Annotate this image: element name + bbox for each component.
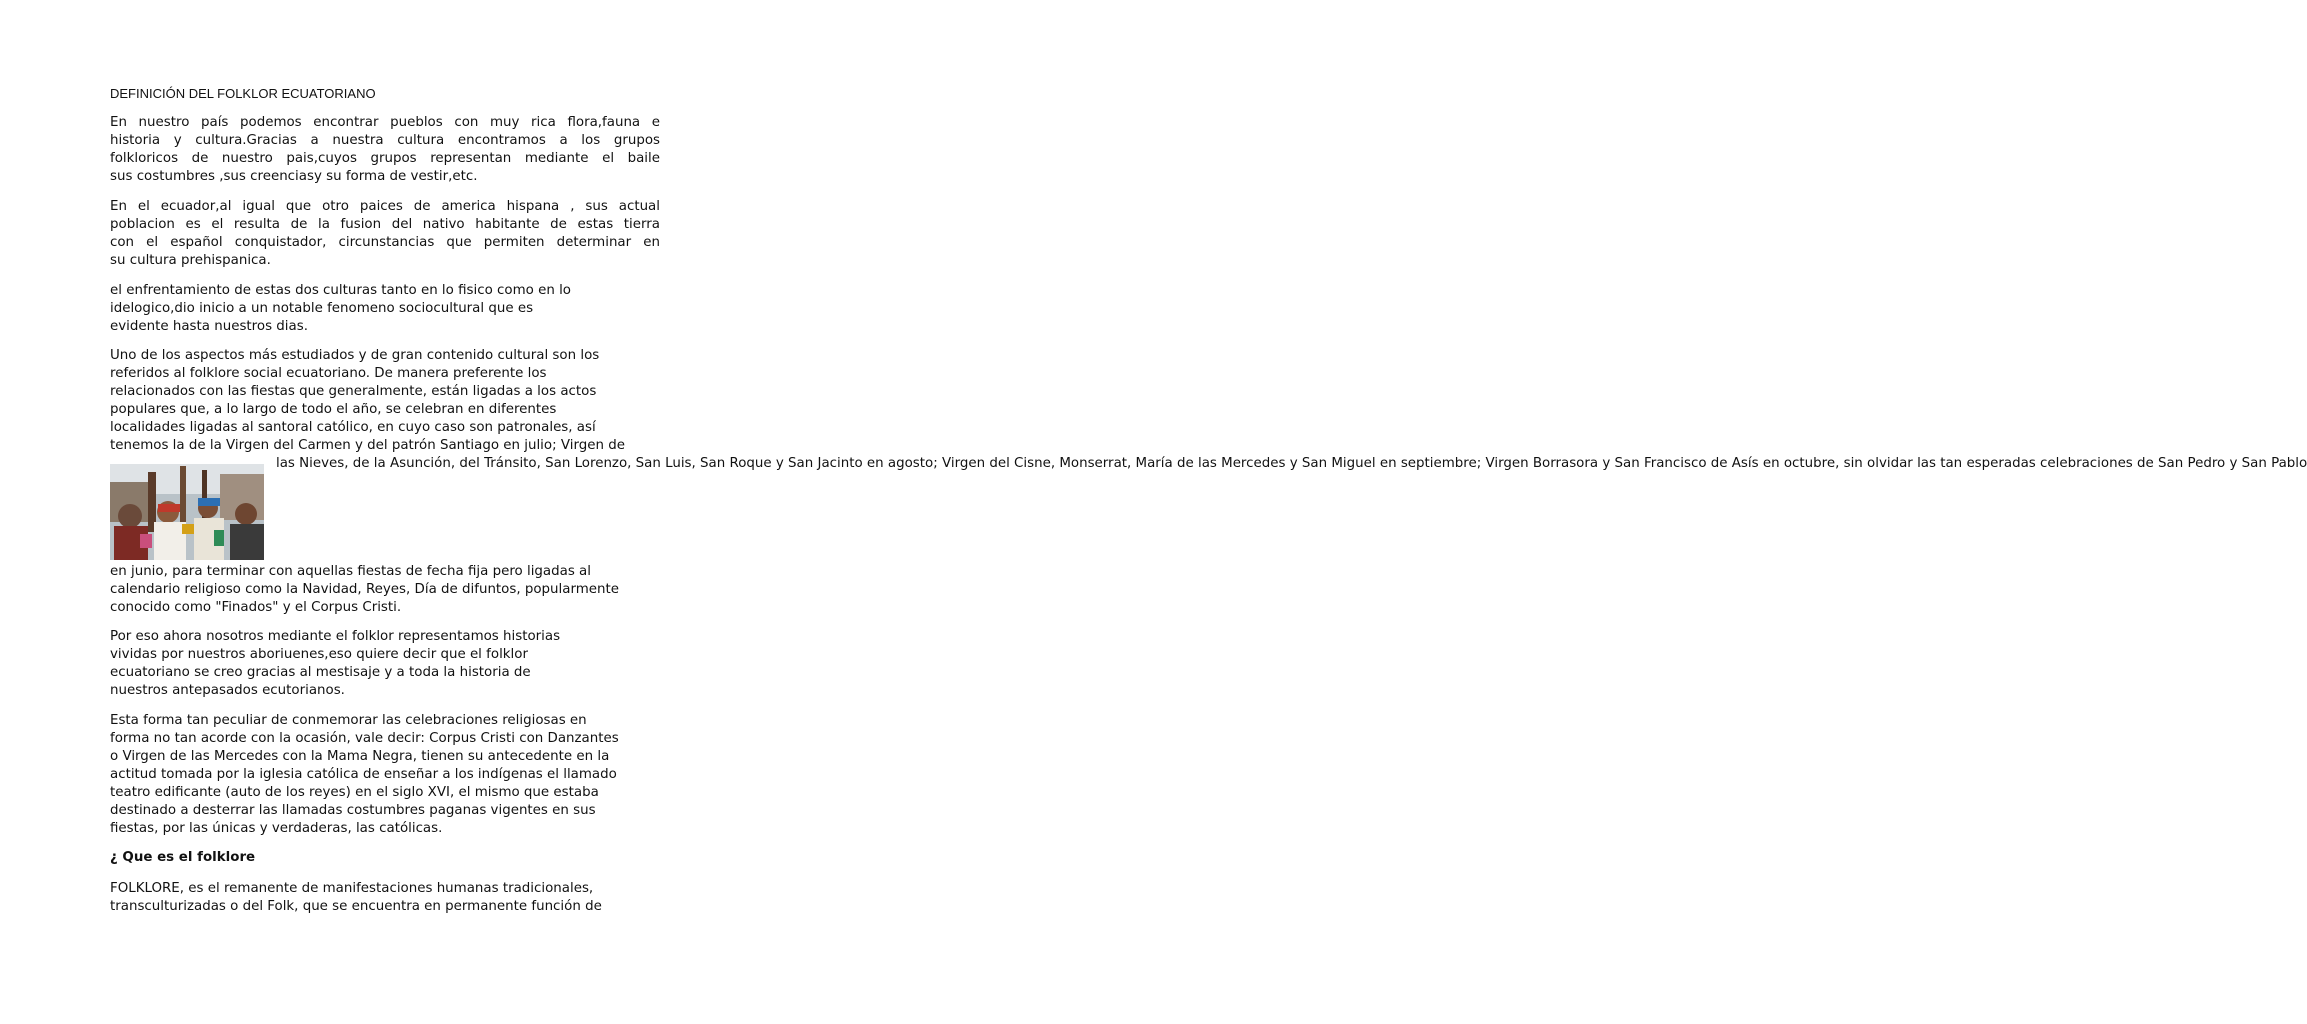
- paragraph-folklore-def: [110, 880, 660, 916]
- festival-photo-image: [110, 464, 264, 560]
- paragraph-fiestas: [110, 347, 660, 455]
- text-line: nuestros antepasados ecutorianos.: [110, 683, 345, 698]
- section-heading: ¿ Que es el folklore: [110, 850, 256, 865]
- text-line: o Virgen de las Mercedes con la Mama Negra, tienen su antecedente en la: [110, 749, 610, 764]
- text-line: tenemos la de la Virgen del Carmen y del patrón Santiago en julio; Virgen de: [110, 438, 625, 453]
- text-line: ecuatoriano se creo gracias al mestisaje y a toda la historia de: [110, 665, 531, 680]
- text-line: del Cisne, Monserrat, María de las Mercedes y San: [989, 456, 1328, 471]
- paragraph-folklor: [110, 628, 660, 700]
- text-line: forma no tan acorde con la ocasión, vale decir: Corpus Cristi con Danzantes: [110, 731, 619, 746]
- text-line: poblacion es el resulta de la fusion del nativo habitante de estas tierra: [110, 217, 660, 232]
- paragraph-ecuador: [110, 198, 660, 270]
- paragraph-fiestas-end: [110, 563, 660, 617]
- text-line: en junio, para terminar con aquellas fiestas de fecha fija pero ligadas al: [110, 564, 591, 579]
- text-line: FOLKLORE, es el remanente de manifestaciones humanas tradicionales,: [110, 881, 594, 896]
- text-line: San Luis, San Roque y San Jacinto en agosto; Virgen: [635, 456, 986, 471]
- paragraph-fiestas-wrapped: [276, 455, 2307, 473]
- text-line: vividas por nuestros aboriuenes,eso quiere decir que el folklor: [110, 647, 528, 662]
- text-line: esperadas celebraciones de San Pedro y San Pablo: [1966, 456, 2307, 471]
- text-line: historia y cultura.Gracias a nuestra cultura encontramos a los grupos: [110, 133, 660, 148]
- text-line: con el español conquistador, circunstancias que permiten determinar en: [110, 235, 660, 250]
- text-line: fiestas, por las únicas y verdaderas, las católicas.: [110, 821, 443, 836]
- text-line: populares que, a lo largo de todo el año, se celebran en diferentes: [110, 402, 557, 417]
- text-line: destinado a desterrar las llamadas costumbres paganas vigentes en sus: [110, 803, 596, 818]
- text-line: referidos al folklore social ecuatoriano. De manera preferente los: [110, 366, 547, 381]
- text-line: En nuestro país podemos encontrar pueblos con muy rica flora,fauna e: [110, 115, 660, 130]
- text-line: Francisco de Asís en octubre, sin olvidar las tan: [1643, 456, 1963, 471]
- text-line: Por eso ahora nosotros mediante el folklor representamos historias: [110, 629, 561, 644]
- text-line: Uno de los aspectos más estudiados y de gran contenido cultural son los: [110, 348, 600, 363]
- text-line: idelogico,dio inicio a un notable fenomeno sociocultural que es: [110, 301, 534, 316]
- text-line: transculturizadas o del Folk, que se encuentra en permanente función de: [110, 899, 602, 914]
- text-line: sus costumbres ,sus creenciasy su forma de vestir,etc.: [110, 169, 478, 184]
- paragraph-enfrentamiento: [110, 282, 660, 336]
- text-line: evidente hasta nuestros dias.: [110, 319, 308, 334]
- text-line: las Nieves, de la Asunción, del Tránsito, San Lorenzo,: [276, 456, 632, 471]
- paragraph-conmemorar: [110, 712, 660, 838]
- text-line: actitud tomada por la iglesia católica de enseñar a los indígenas el llamado: [110, 767, 617, 782]
- text-line: Miguel en septiembre; Virgen Borrasora y San: [1331, 456, 1640, 471]
- paragraph-intro: [110, 114, 660, 186]
- text-line: conocido como "Finados" y el Corpus Cristi.: [110, 600, 402, 615]
- text-line: localidades ligadas al santoral católico, en cuyo caso son patronales, así: [110, 420, 596, 435]
- text-line: Esta forma tan peculiar de conmemorar las celebraciones religiosas en: [110, 713, 587, 728]
- document-title: DEFINICIÓN DEL FOLKLOR ECUATORIANO: [110, 86, 376, 101]
- text-line: En el ecuador,al igual que otro paices de america hispana , sus actual: [110, 199, 660, 214]
- text-line: relacionados con las fiestas que generalmente, están ligadas a los actos: [110, 384, 597, 399]
- text-line: calendario religioso como la Navidad, Reyes, Día de difuntos, popularmente: [110, 582, 619, 597]
- text-line: su cultura prehispanica.: [110, 253, 271, 268]
- text-line: folkloricos de nuestro pais,cuyos grupos representan mediante el baile: [110, 151, 660, 166]
- festival-photo: [110, 464, 264, 560]
- text-line: el enfrentamiento de estas dos culturas tanto en lo fisico como en lo: [110, 283, 571, 298]
- text-line: teatro edificante (auto de los reyes) en el siglo XVI, el mismo que estaba: [110, 785, 599, 800]
